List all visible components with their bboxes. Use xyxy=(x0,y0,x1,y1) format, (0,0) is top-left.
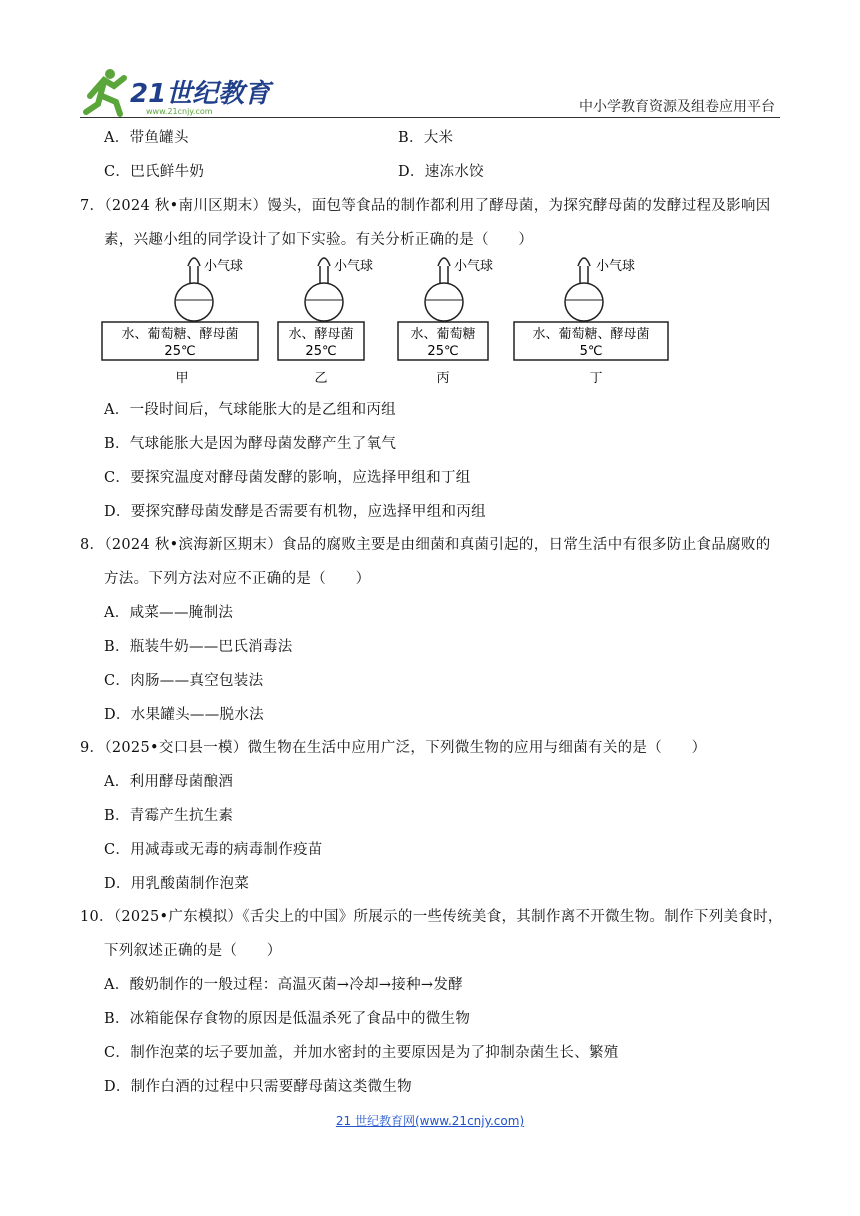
q7-experiment-figure xyxy=(100,250,700,390)
q8-option-d: D．水果罐头——脱水法 xyxy=(104,707,264,723)
temp-label-3: 25℃ xyxy=(427,344,459,359)
temp-label-4: 5℃ xyxy=(579,344,603,359)
q10-option-b: B．冰箱能保存食物的原因是低温杀死了食品中的微生物 xyxy=(104,1011,471,1027)
footer-link[interactable]: 21 世纪教育网(www.21cnjy.com) xyxy=(335,1114,525,1128)
temp-label-1: 25℃ xyxy=(164,344,196,359)
q6-option-a: A．带鱼罐头 xyxy=(104,130,189,146)
q6-option-c: C．巴氏鲜牛奶 xyxy=(104,164,205,180)
q9-option-d: D．用乳酸菌制作泡菜 xyxy=(104,876,250,892)
group-name-1: 甲 xyxy=(175,371,189,386)
q8-option-b: B．瓶装牛奶——巴氏消毒法 xyxy=(104,639,293,655)
content-label-4: 水、葡萄糖、酵母菌 xyxy=(532,327,650,342)
flask-group-1 xyxy=(102,258,258,386)
platform-title: 中小学教育资源及组卷应用平台 xyxy=(579,99,775,115)
group-name-3: 丙 xyxy=(436,371,450,386)
content-label-1: 水、葡萄糖、酵母菌 xyxy=(121,327,239,342)
group-name-2: 乙 xyxy=(314,371,328,386)
q10-option-a: A．酸奶制作的一般过程：高温灭菌→冷却→接种→发酵 xyxy=(104,977,463,993)
site-logo xyxy=(80,66,271,118)
q7-option-a: A．一段时间后，气球能胀大的是乙组和丙组 xyxy=(104,402,396,418)
logo-url: www.21cnjy.com xyxy=(146,107,213,116)
q10-option-d: D．制作白酒的过程中只需要酵母菌这类微生物 xyxy=(104,1079,412,1095)
q10-stem-line2: 下列叙述正确的是（ ） xyxy=(104,943,282,959)
q6-option-d: D．速冻水饺 xyxy=(398,164,484,180)
header-divider xyxy=(80,117,780,118)
content-label-3: 水、葡萄糖 xyxy=(410,327,476,342)
page-header xyxy=(0,0,860,120)
q10-stem-line1: 10．（2025•广东模拟）《舌尖上的中国》所展示的一些传统美食，其制作离不开微生物。制作下列美食时， xyxy=(80,909,783,925)
balloon-label: 小气球 xyxy=(334,259,374,274)
q8-stem-line2: 方法。下列方法对应不正确的是（ ） xyxy=(104,571,371,587)
q7-stem-line2: 素，兴趣小组的同学设计了如下实验。有关分析正确的是（ ） xyxy=(104,232,534,248)
logo-text: 21世纪教育 xyxy=(130,79,271,109)
q9-option-a: A．利用酵母菌酿酒 xyxy=(104,774,234,790)
q8-option-a: A．咸菜——腌制法 xyxy=(104,605,234,621)
q9-option-c: C．用减毒或无毒的病毒制作疫苗 xyxy=(104,842,323,858)
q7-option-b: B．气球能胀大是因为酵母菌发酵产生了氧气 xyxy=(104,436,397,452)
q6-option-b: B．大米 xyxy=(398,130,454,146)
q7-option-c: C．要探究温度对酵母菌发酵的影响，应选择甲组和丁组 xyxy=(104,470,471,486)
balloon-label: 小气球 xyxy=(204,259,244,274)
q9-stem: 9．（2025•交口县一模）微生物在生活中应用广泛，下列微生物的应用与细菌有关的是（ ） xyxy=(80,740,707,756)
flask-group-4 xyxy=(514,258,668,386)
temp-label-2: 25℃ xyxy=(305,344,337,359)
content-label-2: 水、酵母菌 xyxy=(288,327,354,342)
q10-option-c: C．制作泡菜的坛子要加盖，并加水密封的主要原因是为了抑制杂菌生长、繁殖 xyxy=(104,1045,619,1061)
balloon-label: 小气球 xyxy=(454,259,494,274)
page-footer xyxy=(0,1112,860,1129)
flask-group-3 xyxy=(398,258,493,386)
q7-option-d: D．要探究酵母菌发酵是否需要有机物，应选择甲组和丙组 xyxy=(104,504,486,520)
flask-group-2 xyxy=(278,258,373,386)
q8-option-c: C．肉肠——真空包装法 xyxy=(104,673,264,689)
q9-option-b: B．青霉产生抗生素 xyxy=(104,808,234,824)
q7-stem-line1: 7．（2024 秋•南川区期末）馒头，面包等食品的制作都利用了酵母菌，为探究酵母菌的发酵过程及影响因 xyxy=(80,198,771,214)
balloon-label: 小气球 xyxy=(596,259,636,274)
group-name-4: 丁 xyxy=(589,371,603,386)
q8-stem-line1: 8．（2024 秋•滨海新区期末）食品的腐败主要是由细菌和真菌引起的，日常生活中有很多防止食品腐败的 xyxy=(80,537,771,553)
